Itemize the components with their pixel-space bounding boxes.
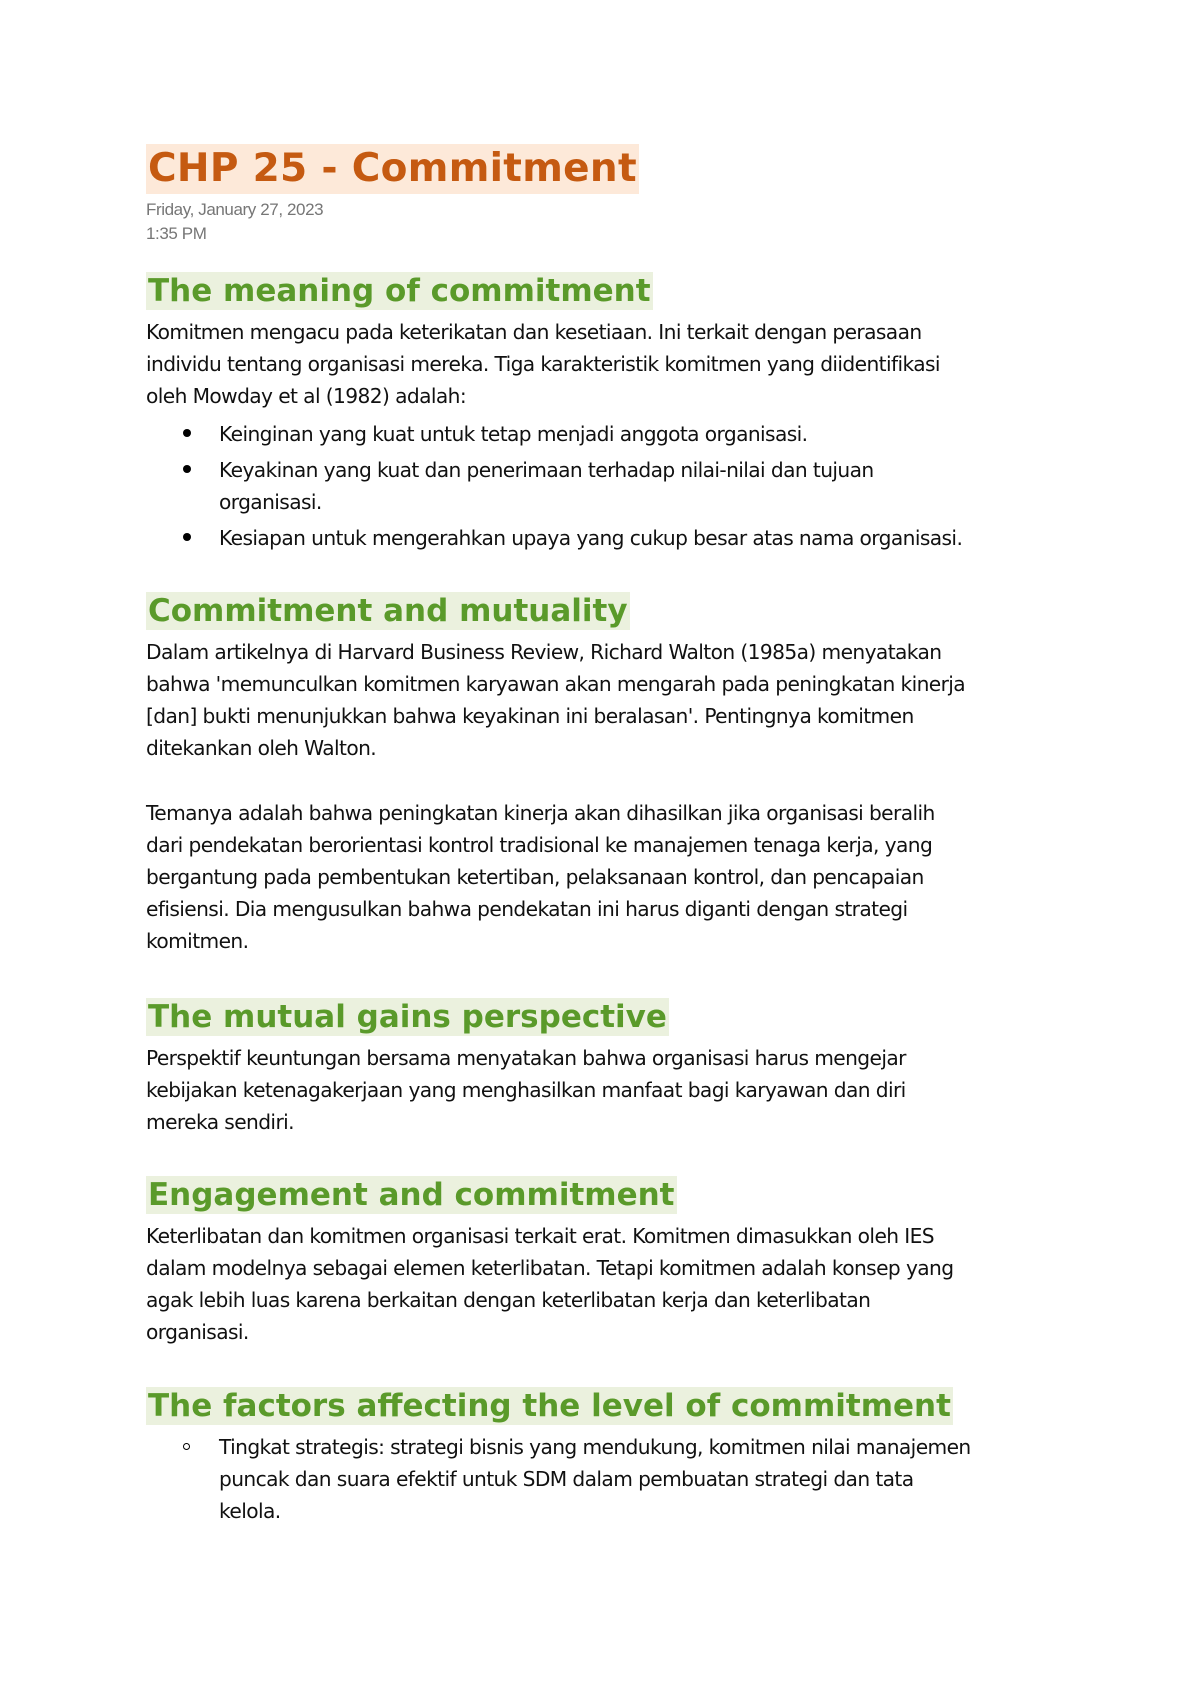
paragraph-line: Komitmen mengacu pada keterikatan dan kesetiaan. Ini terkait dengan perasaan [146, 320, 922, 344]
section-heading-mutuality: Commitment and mutuality [148, 593, 628, 629]
section-paragraph-mutual-gains [146, 1042, 906, 1138]
note-metadata [146, 198, 323, 246]
paragraph-line: oleh Mowday et al (1982) adalah: [146, 384, 467, 408]
section-heading-meaning: The meaning of commitment [148, 273, 651, 309]
bullet-icon [183, 533, 191, 541]
paragraph-line: bergantung pada pembentukan ketertiban, pelaksanaan kontrol, dan pencapaian [146, 865, 924, 889]
bullet-list-characteristics [146, 418, 962, 554]
bullet-icon [183, 465, 191, 473]
circle-bullet-icon [183, 1443, 190, 1450]
paragraph-line: bahwa 'memunculkan komitmen karyawan akan mengarah pada peningkatan kinerja [146, 672, 966, 696]
paragraph-line: Keterlibatan dan komitmen organisasi terkait erat. Komitmen dimasukkan oleh IES [146, 1224, 934, 1248]
paragraph-line: organisasi. [146, 1320, 249, 1344]
paragraph-line: mereka sendiri. [146, 1110, 294, 1134]
paragraph-line: komitmen. [146, 929, 249, 953]
paragraph-line: Dalam artikelnya di Harvard Business Review, Richard Walton (1985a) menyatakan [146, 640, 942, 664]
section-heading-factors: The factors affecting the level of commitment [148, 1388, 951, 1424]
paragraph-line: dalam modelnya sebagai elemen keterlibatan. Tetapi komitmen adalah konsep yang [146, 1256, 954, 1280]
paragraph-line: ditekankan oleh Walton. [146, 736, 377, 760]
section-paragraph-mutuality-1 [146, 636, 965, 764]
section-heading-engagement: Engagement and commitment [148, 1177, 675, 1213]
paragraph-line: dari pendekatan berorientasi kontrol tradisional ke manajemen tenaga kerja, yang [146, 833, 933, 857]
list-item [146, 522, 962, 554]
list-item [146, 454, 962, 518]
list-item-text: Kesiapan untuk mengerahkan upaya yang cukup besar atas nama organisasi. [219, 526, 963, 550]
paragraph-line: agak lebih luas karena berkaitan dengan keterlibatan kerja dan keterlibatan [146, 1288, 871, 1312]
paragraph-line: [dan] bukti menunjukkan bahwa keyakinan ini beralasan'. Pentingnya komitmen [146, 704, 914, 728]
section-paragraph-mutuality-2 [146, 797, 935, 957]
list-item-text: Keyakinan yang kuat dan penerimaan terhadap nilai-nilai dan tujuan [219, 458, 874, 482]
paragraph-line: Perspektif keuntungan bersama menyatakan bahwa organisasi harus mengejar [146, 1046, 906, 1070]
paragraph-line: Temanya adalah bahwa peningkatan kinerja akan dihasilkan jika organisasi beralih [146, 801, 935, 825]
list-item-text: Tingkat strategis: strategi bisnis yang mendukung, komitmen nilai manajemen [219, 1435, 971, 1459]
paragraph-line: kebijakan ketenagakerjaan yang menghasilkan manfaat bagi karyawan dan diri [146, 1078, 906, 1102]
list-item-text: Keinginan yang kuat untuk tetap menjadi anggota organisasi. [219, 422, 808, 446]
note-date: Friday, January 27, 2023 [146, 200, 324, 219]
section-paragraph-engagement [146, 1220, 953, 1348]
paragraph-line: individu tentang organisasi mereka. Tiga karakteristik komitmen yang diidentifikasi [146, 352, 940, 376]
list-item-text: puncak dan suara efektif untuk SDM dalam pembuatan strategi dan tata [219, 1467, 914, 1491]
paragraph-line: efisiensi. Dia mengusulkan bahwa pendekatan ini harus diganti dengan strategi [146, 897, 908, 921]
list-item [146, 1431, 971, 1527]
bullet-list-factors [146, 1431, 971, 1527]
list-item [146, 418, 962, 450]
page-title: CHP 25 - Commitment [146, 144, 639, 194]
section-paragraph-meaning [146, 316, 940, 412]
note-time: 1:35 PM [146, 224, 207, 243]
section-heading-mutual-gains: The mutual gains perspective [148, 999, 667, 1035]
bullet-icon [183, 429, 191, 437]
list-item-text: organisasi. [219, 490, 322, 514]
list-item-text: kelola. [219, 1499, 281, 1523]
